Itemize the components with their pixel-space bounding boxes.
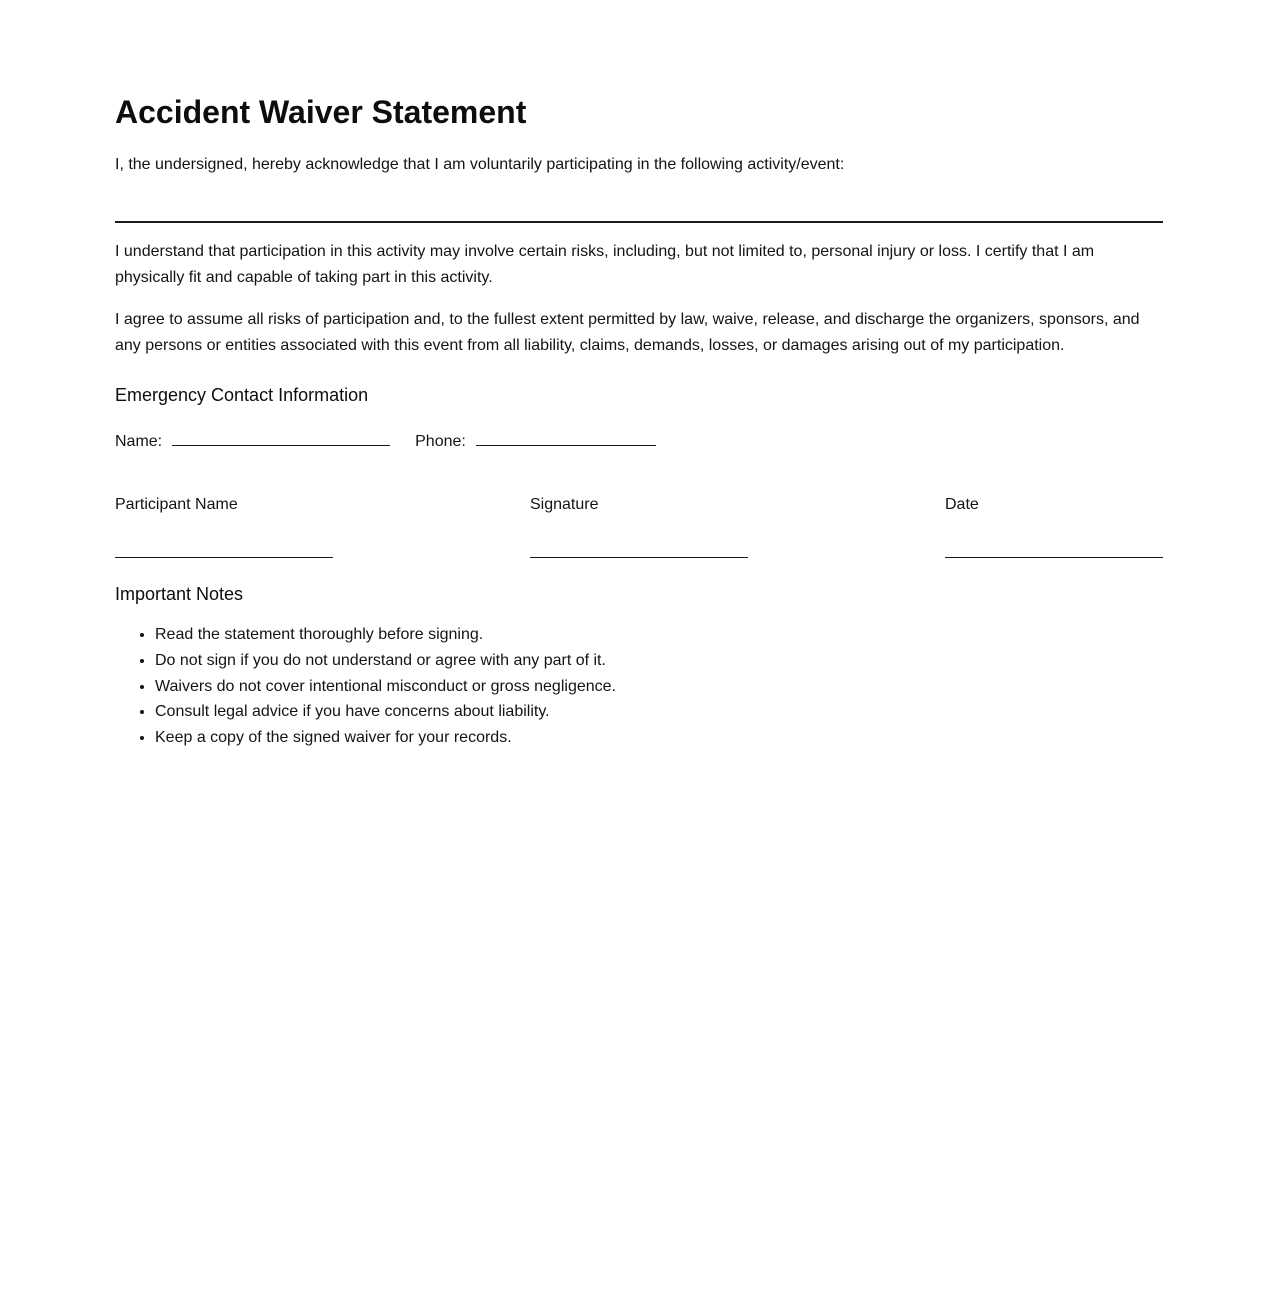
- participant-name-column: [115, 495, 333, 557]
- participant-name-label: Participant Name: [115, 496, 238, 514]
- activity-event-fill-line[interactable]: [115, 221, 1163, 223]
- emergency-phone-label: Phone:: [415, 433, 466, 451]
- emergency-name-label: Name:: [115, 433, 163, 451]
- signature-column: [530, 495, 748, 557]
- page-title: Accident Waiver Statement: [115, 94, 527, 130]
- intro-paragraph: I, the undersigned, hereby acknowledge that I am voluntarily participating in the following activity/event:: [115, 155, 845, 173]
- important-notes-heading: Important Notes: [115, 583, 244, 604]
- note-item: • Read the statement thoroughly before signing.: [155, 622, 1163, 648]
- note-item: • Keep a copy of the signed waiver for your records.: [155, 725, 1163, 751]
- signature-label: Signature: [530, 496, 599, 514]
- signature-row: [115, 495, 1163, 557]
- date-label: Date: [945, 496, 979, 514]
- risk-paragraph-2: I agree to assume all risks of participation and, to the fullest extent permitted by law, waive, release, and discharge the organizers, sponsors, and any persons or entities associated with this event from all liability, claims, demands, losses, or damages arising out of my participation.: [115, 310, 1140, 354]
- important-notes-list: [115, 622, 1163, 751]
- date-column: [945, 495, 1163, 557]
- note-item: • Waivers do not cover intentional misconduct or gross negligence.: [155, 674, 1163, 700]
- note-item: • Consult legal advice if you have concerns about liability.: [155, 699, 1163, 725]
- risk-paragraph-1: I understand that participation in this activity may involve certain risks, including, but not limited to, personal injury or loss. I certify that I am physically fit and capable of taking part in this activity.: [115, 242, 1095, 286]
- emergency-contact-heading: Emergency Contact Information: [115, 384, 369, 405]
- emergency-name-fill-line[interactable]: [172, 426, 390, 446]
- risk-paragraphs: [115, 239, 1163, 359]
- note-item: • Do not sign if you do not understand or agree with any part of it.: [155, 648, 1163, 674]
- signature-fill-line[interactable]: [530, 557, 748, 558]
- date-fill-line[interactable]: [945, 557, 1163, 558]
- participant-name-fill-line[interactable]: [115, 557, 333, 558]
- emergency-phone-fill-line[interactable]: [476, 426, 656, 446]
- emergency-contact-row: [115, 426, 1163, 455]
